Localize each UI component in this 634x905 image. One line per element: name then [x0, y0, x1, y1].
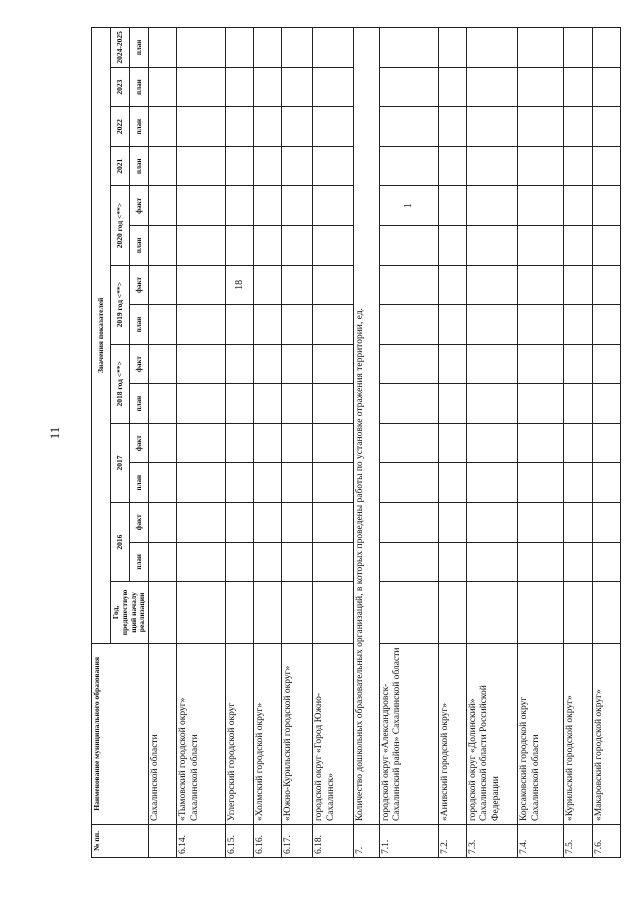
value-cell [467, 67, 518, 107]
value-cell [518, 28, 564, 68]
value-cell [467, 542, 518, 582]
value-cell [379, 305, 438, 345]
value-cell [282, 463, 313, 503]
value-cell [282, 226, 313, 266]
table-row [438, 28, 466, 858]
value-cell [313, 305, 354, 345]
municipality-name: «Холмский городской округ» [254, 643, 282, 824]
section-title: Количество дошкольных образовательных организаций, в которых проведены работы по установке отражения территории, ед. [354, 28, 380, 825]
value-cell [467, 186, 518, 226]
row-number: 7.2. [438, 825, 466, 858]
value-cell [225, 28, 253, 68]
value-cell [564, 503, 592, 543]
value-cell [149, 67, 177, 107]
municipality-name: «Тымовский городской округ» Сахалинской области [177, 643, 226, 824]
row-number: 7.4. [518, 825, 564, 858]
year-header: 2023 [111, 67, 130, 107]
year-start-cell [177, 582, 226, 644]
value-cell [254, 344, 282, 384]
value-cell [225, 226, 253, 266]
value-cell [254, 423, 282, 463]
value-cell [313, 146, 354, 186]
value-cell [282, 503, 313, 543]
row-number [149, 825, 177, 858]
value-cell [564, 265, 592, 305]
value-cell [177, 265, 226, 305]
value-cell [518, 186, 564, 226]
value-cell [225, 67, 253, 107]
value-cell [564, 384, 592, 424]
value-cell [177, 423, 226, 463]
value-cell [282, 423, 313, 463]
value-cell [313, 107, 354, 147]
row-number: 6.15. [225, 825, 253, 858]
municipality-name: городской округ «Александровск-Сахалинский район» Сахалинской области [379, 643, 438, 824]
value-cell [438, 344, 466, 384]
value-cell [518, 146, 564, 186]
value-cell [467, 107, 518, 147]
value-cell [177, 503, 226, 543]
value-cell [379, 384, 438, 424]
value-cell [149, 423, 177, 463]
year-header: 2017 [111, 423, 130, 502]
value-cell [254, 226, 282, 266]
fact-header: факт [130, 265, 149, 305]
value-cell [518, 344, 564, 384]
fact-header: факт [130, 423, 149, 463]
value-cell [564, 28, 592, 68]
value-cell [564, 463, 592, 503]
table-row [177, 28, 226, 858]
value-cell [592, 226, 620, 266]
row-number: 6.18. [313, 825, 354, 858]
row-number: 7.5. [564, 825, 592, 858]
year-start-cell [313, 582, 354, 644]
value-cell: 18 [225, 265, 253, 305]
value-cell [313, 384, 354, 424]
value-cell [564, 305, 592, 345]
table-row [225, 28, 253, 858]
value-cell [254, 67, 282, 107]
row-number: 6.17. [282, 825, 313, 858]
value-cell [149, 305, 177, 345]
value-cell [254, 265, 282, 305]
value-cell [467, 265, 518, 305]
value-cell [225, 384, 253, 424]
fact-header: факт [130, 503, 149, 543]
value-cell [282, 107, 313, 147]
value-cell [225, 423, 253, 463]
year-header: 2019 год <**> [111, 265, 130, 344]
value-cell [149, 463, 177, 503]
rotated-table-container [91, 27, 621, 858]
year-header: 2016 [111, 503, 130, 582]
value-cell [518, 265, 564, 305]
value-cell: 1 [379, 186, 438, 226]
row-number: 7.1. [379, 825, 438, 858]
municipality-name: Углегорский городской округ [225, 643, 253, 824]
year-start-cell [149, 582, 177, 644]
col-header-values-group: Значения показателей [92, 28, 111, 644]
value-cell [518, 67, 564, 107]
table-row [254, 28, 282, 858]
value-cell [313, 226, 354, 266]
value-cell [592, 423, 620, 463]
value-cell [379, 107, 438, 147]
value-cell [467, 28, 518, 68]
value-cell [467, 503, 518, 543]
value-cell [467, 463, 518, 503]
plan-header: план [130, 463, 149, 503]
value-cell [379, 542, 438, 582]
municipality-name: «Курильский городской округ» [564, 643, 592, 824]
value-cell [225, 503, 253, 543]
plan-header: план [130, 226, 149, 266]
municipality-name: Корсаковский городской округ Сахалинской области [518, 643, 564, 824]
table-row [282, 28, 313, 858]
value-cell [379, 67, 438, 107]
value-cell [225, 146, 253, 186]
table-row [564, 28, 592, 858]
value-cell [592, 305, 620, 345]
value-cell [438, 265, 466, 305]
value-cell [379, 463, 438, 503]
value-cell [467, 384, 518, 424]
value-cell [149, 265, 177, 305]
year-header: 2021 [111, 146, 130, 186]
plan-header: план [130, 146, 149, 186]
value-cell [313, 423, 354, 463]
value-cell [438, 146, 466, 186]
value-cell [438, 503, 466, 543]
value-cell [177, 146, 226, 186]
value-cell [282, 186, 313, 226]
value-cell [438, 107, 466, 147]
value-cell [149, 344, 177, 384]
value-cell [379, 28, 438, 68]
value-cell [177, 384, 226, 424]
plan-header: план [130, 67, 149, 107]
value-cell [149, 503, 177, 543]
value-cell [149, 384, 177, 424]
value-cell [438, 305, 466, 345]
value-cell [225, 107, 253, 147]
table-row [592, 28, 620, 858]
value-cell [313, 463, 354, 503]
table-row [518, 28, 564, 858]
plan-header: план [130, 107, 149, 147]
value-cell [177, 542, 226, 582]
value-cell [438, 542, 466, 582]
value-cell [254, 542, 282, 582]
value-cell [564, 186, 592, 226]
value-cell [254, 305, 282, 345]
value-cell [379, 503, 438, 543]
value-cell [313, 344, 354, 384]
value-cell [177, 67, 226, 107]
value-cell [177, 186, 226, 226]
value-cell [149, 28, 177, 68]
year-start-cell [467, 582, 518, 644]
value-cell [518, 463, 564, 503]
year-header: 2022 [111, 107, 130, 147]
value-cell [313, 67, 354, 107]
value-cell [518, 542, 564, 582]
value-cell [282, 265, 313, 305]
section-row [354, 28, 380, 858]
value-cell [564, 344, 592, 384]
page-number: 11 [47, 426, 62, 440]
value-cell [592, 67, 620, 107]
value-cell [282, 344, 313, 384]
value-cell [518, 107, 564, 147]
value-cell [438, 226, 466, 266]
value-cell [282, 305, 313, 345]
value-cell [518, 384, 564, 424]
value-cell [379, 423, 438, 463]
row-number: 6.14. [177, 825, 226, 858]
value-cell [379, 344, 438, 384]
value-cell [592, 344, 620, 384]
value-cell [564, 423, 592, 463]
value-cell [149, 226, 177, 266]
value-cell [177, 107, 226, 147]
year-start-cell [225, 582, 253, 644]
municipality-name: городской округ «Город Южно-Сахалинск» [313, 643, 354, 824]
value-cell [282, 146, 313, 186]
value-cell [149, 186, 177, 226]
value-cell [438, 186, 466, 226]
value-cell [592, 107, 620, 147]
year-start-cell [518, 582, 564, 644]
fact-header: факт [130, 186, 149, 226]
value-cell [177, 344, 226, 384]
value-cell [254, 384, 282, 424]
value-cell [254, 186, 282, 226]
row-number: 7.6. [592, 825, 620, 858]
table-row [467, 28, 518, 858]
value-cell [592, 265, 620, 305]
table-row [379, 28, 438, 858]
municipality-name: «Макаровский городской округ» [592, 643, 620, 824]
value-cell [254, 107, 282, 147]
value-cell [254, 503, 282, 543]
value-cell [592, 186, 620, 226]
value-cell [592, 146, 620, 186]
value-cell [438, 67, 466, 107]
value-cell [592, 463, 620, 503]
value-cell [592, 384, 620, 424]
value-cell [225, 463, 253, 503]
value-cell [282, 542, 313, 582]
value-cell [254, 28, 282, 68]
value-cell [518, 305, 564, 345]
year-start-cell [282, 582, 313, 644]
year-start-cell [564, 582, 592, 644]
value-cell [518, 503, 564, 543]
value-cell [313, 28, 354, 68]
value-cell [313, 503, 354, 543]
value-cell [467, 226, 518, 266]
year-header: 2024-2025 [111, 28, 130, 68]
indicators-table [91, 27, 621, 858]
value-cell [254, 463, 282, 503]
plan-header: план [130, 28, 149, 68]
plan-header: план [130, 542, 149, 582]
value-cell [564, 67, 592, 107]
col-header-num: № пп. [92, 825, 149, 858]
col-header-name: Наименование муниципального образования [92, 643, 149, 824]
value-cell [254, 146, 282, 186]
value-cell [438, 423, 466, 463]
municipality-name: «Анивский городской округ» [438, 643, 466, 824]
value-cell [564, 542, 592, 582]
fact-header: факт [130, 344, 149, 384]
municipality-name: городской округ «Долинский» Сахалинской области Российской Федерации [467, 643, 518, 824]
value-cell [564, 107, 592, 147]
year-start-cell [592, 582, 620, 644]
value-cell [149, 542, 177, 582]
value-cell [592, 503, 620, 543]
table-row [149, 28, 177, 858]
row-number: 6.16. [254, 825, 282, 858]
section-number: 7. [354, 825, 380, 858]
value-cell [379, 226, 438, 266]
value-cell [518, 226, 564, 266]
year-start-cell [438, 582, 466, 644]
value-cell [564, 146, 592, 186]
value-cell [313, 265, 354, 305]
value-cell [225, 186, 253, 226]
value-cell [438, 384, 466, 424]
value-cell [225, 344, 253, 384]
year-header: 2018 год <**> [111, 344, 130, 423]
value-cell [177, 463, 226, 503]
value-cell [282, 67, 313, 107]
value-cell [518, 423, 564, 463]
value-cell [313, 186, 354, 226]
value-cell [177, 28, 226, 68]
value-cell [282, 384, 313, 424]
year-header: 2020 год <**> [111, 186, 130, 265]
value-cell [313, 542, 354, 582]
year-start-cell [254, 582, 282, 644]
value-cell [225, 542, 253, 582]
table-row [313, 28, 354, 858]
year-start-cell [379, 582, 438, 644]
value-cell [438, 463, 466, 503]
value-cell [467, 344, 518, 384]
plan-header: план [130, 305, 149, 345]
row-number: 7.3. [467, 825, 518, 858]
value-cell [592, 542, 620, 582]
value-cell [467, 305, 518, 345]
value-cell [379, 265, 438, 305]
value-cell [149, 107, 177, 147]
col-header-year-start: Год, предшествую щий началу реализации [111, 582, 149, 644]
value-cell [149, 146, 177, 186]
value-cell [379, 146, 438, 186]
value-cell [282, 28, 313, 68]
value-cell [467, 423, 518, 463]
value-cell [177, 226, 226, 266]
municipality-name: «Южно-Курильский городской округ» [282, 643, 313, 824]
value-cell [467, 146, 518, 186]
value-cell [592, 28, 620, 68]
value-cell [177, 305, 226, 345]
plan-header: план [130, 384, 149, 424]
value-cell [225, 305, 253, 345]
municipality-name: Сахалинской области [149, 643, 177, 824]
value-cell [438, 28, 466, 68]
value-cell [564, 226, 592, 266]
